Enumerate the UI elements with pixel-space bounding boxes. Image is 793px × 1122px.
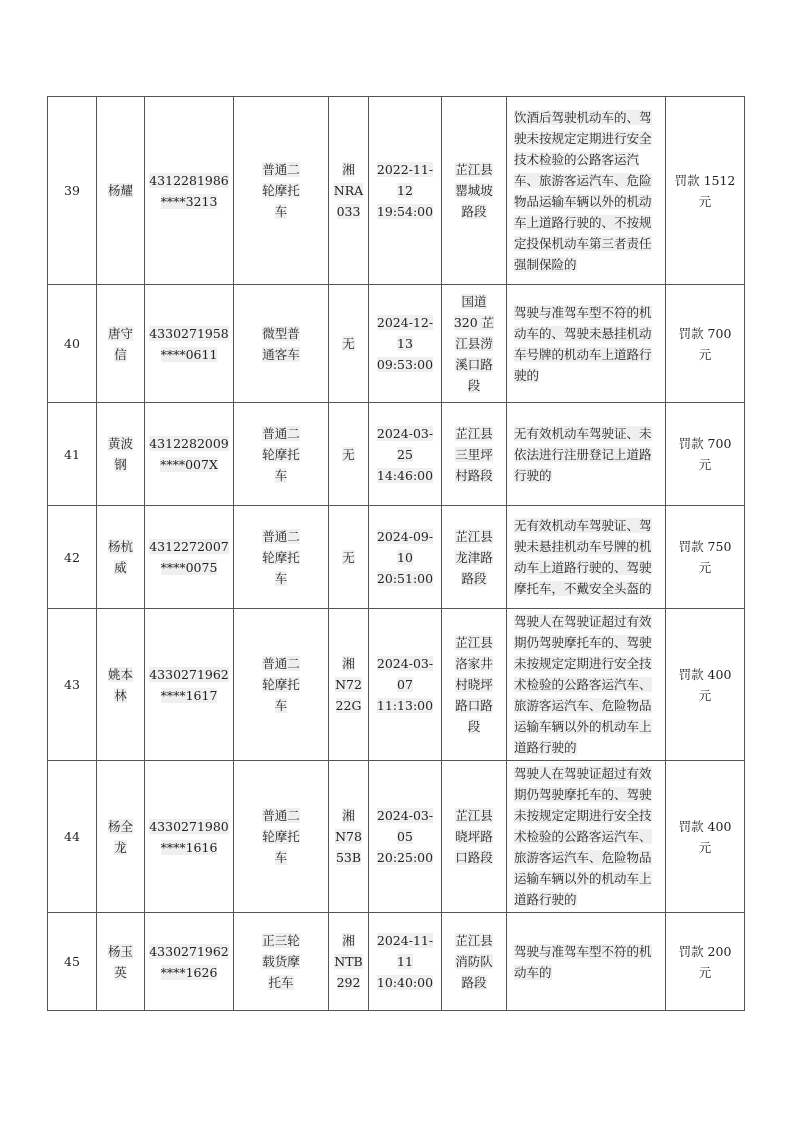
- violation-time: 2024-03- 05 20:25:00: [376, 808, 434, 865]
- id-number: 4330271958 ****0611: [149, 325, 229, 362]
- vehicle-type: 普通二 轮摩托 车: [262, 656, 300, 713]
- violation-time: 2024-12- 13 09:53:00: [376, 315, 434, 372]
- person-name: 姚本 林: [107, 666, 133, 703]
- row-number-cell: [48, 761, 97, 913]
- plate-number: 无: [342, 336, 355, 351]
- row-number: 40: [64, 336, 80, 351]
- violation-place-cell: [442, 761, 507, 913]
- person-name: 杨全 龙: [107, 818, 133, 855]
- vehicle-type-cell: [234, 913, 329, 1011]
- person-name: 杨杭 威: [107, 539, 133, 575]
- penalty-cell: [666, 403, 745, 506]
- plate-number-cell: [329, 285, 369, 403]
- violation-place: 芷江县 龙津路 路段: [455, 528, 493, 586]
- id-number-cell: [145, 506, 234, 609]
- person-name-cell: [97, 913, 145, 1011]
- person-name: 黄波 钢: [107, 436, 133, 472]
- plate-number-cell: [329, 913, 369, 1011]
- penalty: 罚款 750 元: [678, 539, 732, 575]
- table-row: [48, 506, 745, 609]
- table-body: [48, 97, 745, 1011]
- vehicle-type-cell: [234, 403, 329, 506]
- penalty: 罚款 700 元: [678, 436, 732, 472]
- penalty: 罚款 700 元: [678, 325, 732, 362]
- id-number-cell: [145, 913, 234, 1011]
- plate-number: 湘 N7222G: [335, 656, 362, 713]
- vehicle-type-cell: [234, 761, 329, 913]
- row-number: 43: [64, 677, 80, 692]
- violation-reason-cell: [507, 285, 666, 403]
- violation-place-cell: [442, 97, 507, 285]
- violation-reason-cell: [507, 609, 666, 761]
- violation-reason: 无有效机动车驾驶证、驾驶未悬挂机动车号牌的机动车上道路行驶的、驾驶摩托车，不戴安全头盔的: [514, 518, 652, 596]
- violation-place-cell: [442, 609, 507, 761]
- id-number: 4330271962 ****1617: [149, 666, 229, 703]
- violation-reason: 驾驶人在驾驶证超过有效期仍驾驶摩托车的、驾驶未按规定定期进行安全技术检验的公路客运汽车、旅游客运汽车、危险物品运输车辆以外的机动车上道路行驶的: [514, 766, 652, 907]
- plate-number-cell: [329, 761, 369, 913]
- violation-place: 芷江县 三里坪 村路段: [455, 425, 493, 483]
- row-number: 42: [64, 549, 80, 565]
- violation-time-cell: [369, 97, 442, 285]
- vehicle-type: 正三轮 载货摩 托车: [262, 933, 300, 990]
- violation-reason: 无有效机动车驾驶证、未依法进行注册登记上道路行驶的: [514, 425, 652, 483]
- penalty-cell: [666, 609, 745, 761]
- violation-time-cell: [369, 609, 442, 761]
- violation-table: [47, 96, 745, 1011]
- table-row: [48, 285, 745, 403]
- row-number-cell: [48, 285, 97, 403]
- violation-reason: 驾驶人在驾驶证超过有效期仍驾驶摩托车的、驾驶未按规定定期进行安全技术检验的公路客运汽车、旅游客运汽车、危险物品运输车辆以外的机动车上道路行驶的: [514, 614, 652, 755]
- id-number: 4312282009 ****007X: [149, 436, 229, 472]
- id-number-cell: [145, 97, 234, 285]
- id-number-cell: [145, 609, 234, 761]
- person-name-cell: [97, 761, 145, 913]
- id-number-cell: [145, 403, 234, 506]
- violation-reason-cell: [507, 913, 666, 1011]
- violation-place-cell: [442, 913, 507, 1011]
- id-number: 4330271962 ****1626: [149, 943, 229, 980]
- violation-place: 芷江县 洛家井 村晓坪 路口路 段: [455, 635, 493, 734]
- violation-reason-cell: [507, 761, 666, 913]
- person-name: 杨耀: [107, 183, 133, 198]
- penalty-cell: [666, 913, 745, 1011]
- violation-place: 芷江县 晓坪路 口路段: [455, 808, 493, 865]
- table-row: [48, 913, 745, 1011]
- violation-time: 2024-03- 25 14:46:00: [376, 425, 434, 483]
- id-number-cell: [145, 285, 234, 403]
- person-name: 杨玉 英: [107, 943, 133, 980]
- plate-number: 湘 NTB292: [334, 933, 363, 990]
- violation-place: 芷江县 罂城坡 路段: [455, 162, 493, 219]
- vehicle-type-cell: [234, 285, 329, 403]
- violation-place: 芷江县 消防队 路段: [455, 933, 493, 990]
- penalty-cell: [666, 761, 745, 913]
- person-name-cell: [97, 609, 145, 761]
- violation-reason: 饮酒后驾驶机动车的、驾驶未按规定定期进行安全技术检验的公路客运汽车、旅游客运汽车、危险物品运输车辆以外的机动车上道路行驶的、不按规定投保机动车第三者责任强制保险的: [514, 109, 652, 272]
- violation-time-cell: [369, 403, 442, 506]
- plate-number: 无: [342, 446, 355, 462]
- penalty-cell: [666, 506, 745, 609]
- penalty-cell: [666, 97, 745, 285]
- table-row: [48, 97, 745, 285]
- person-name-cell: [97, 97, 145, 285]
- violation-time-cell: [369, 285, 442, 403]
- table-row: [48, 761, 745, 913]
- id-number: 4312281986 ****3213: [149, 172, 229, 209]
- violation-place-cell: [442, 506, 507, 609]
- violation-time: 2022-11- 12 19:54:00: [376, 162, 434, 219]
- penalty: 罚款 200 元: [678, 943, 732, 980]
- id-number: 4330271980 ****1616: [149, 818, 229, 855]
- violation-time-cell: [369, 506, 442, 609]
- vehicle-type: 微型普 通客车: [262, 325, 300, 362]
- violation-time: 2024-09- 10 20:51:00: [376, 528, 434, 586]
- violation-place-cell: [442, 403, 507, 506]
- penalty: 罚款 1512 元: [674, 172, 736, 209]
- id-number-cell: [145, 761, 234, 913]
- table-row: [48, 403, 745, 506]
- vehicle-type-cell: [234, 609, 329, 761]
- row-number: 41: [64, 446, 80, 462]
- row-number: 39: [64, 183, 80, 198]
- row-number-cell: [48, 97, 97, 285]
- penalty-cell: [666, 285, 745, 403]
- plate-number-cell: [329, 506, 369, 609]
- violation-time-cell: [369, 913, 442, 1011]
- row-number-cell: [48, 403, 97, 506]
- person-name-cell: [97, 506, 145, 609]
- id-number: 4312272007 ****0075: [149, 539, 229, 575]
- plate-number: 湘 N7853B: [335, 808, 362, 865]
- penalty: 罚款 400 元: [678, 666, 732, 703]
- violation-reason-cell: [507, 403, 666, 506]
- table-row: [48, 609, 745, 761]
- vehicle-type-cell: [234, 506, 329, 609]
- row-number: 44: [64, 829, 80, 844]
- row-number: 45: [64, 954, 80, 969]
- vehicle-type-cell: [234, 97, 329, 285]
- row-number-cell: [48, 506, 97, 609]
- person-name: 唐守 信: [107, 325, 133, 362]
- violation-reason-cell: [507, 506, 666, 609]
- violation-place: 国道 320 芷 江县涝 溪口路 段: [453, 294, 495, 393]
- violation-place-cell: [442, 285, 507, 403]
- row-number-cell: [48, 609, 97, 761]
- person-name-cell: [97, 285, 145, 403]
- violation-reason-cell: [507, 97, 666, 285]
- plate-number-cell: [329, 403, 369, 506]
- plate-number: 湘 NRA033: [333, 162, 364, 219]
- vehicle-type: 普通二 轮摩托 车: [262, 808, 300, 865]
- violation-time: 2024-11- 11 10:40:00: [376, 933, 434, 990]
- violation-reason: 驾驶与准驾车型不符的机动车的、驾驶未悬挂机动车号牌的机动车上道路行驶的: [514, 304, 652, 383]
- vehicle-type: 普通二 轮摩托 车: [262, 162, 300, 219]
- violation-reason: 驾驶与准驾车型不符的机动车的: [514, 943, 652, 980]
- violation-time: 2024-03- 07 11:13:00: [376, 656, 434, 713]
- plate-number-cell: [329, 97, 369, 285]
- plate-number-cell: [329, 609, 369, 761]
- vehicle-type: 普通二 轮摩托 车: [262, 425, 300, 483]
- row-number-cell: [48, 913, 97, 1011]
- person-name-cell: [97, 403, 145, 506]
- violation-time-cell: [369, 761, 442, 913]
- penalty: 罚款 400 元: [678, 818, 732, 855]
- plate-number: 无: [342, 549, 355, 565]
- vehicle-type: 普通二 轮摩托 车: [262, 528, 300, 586]
